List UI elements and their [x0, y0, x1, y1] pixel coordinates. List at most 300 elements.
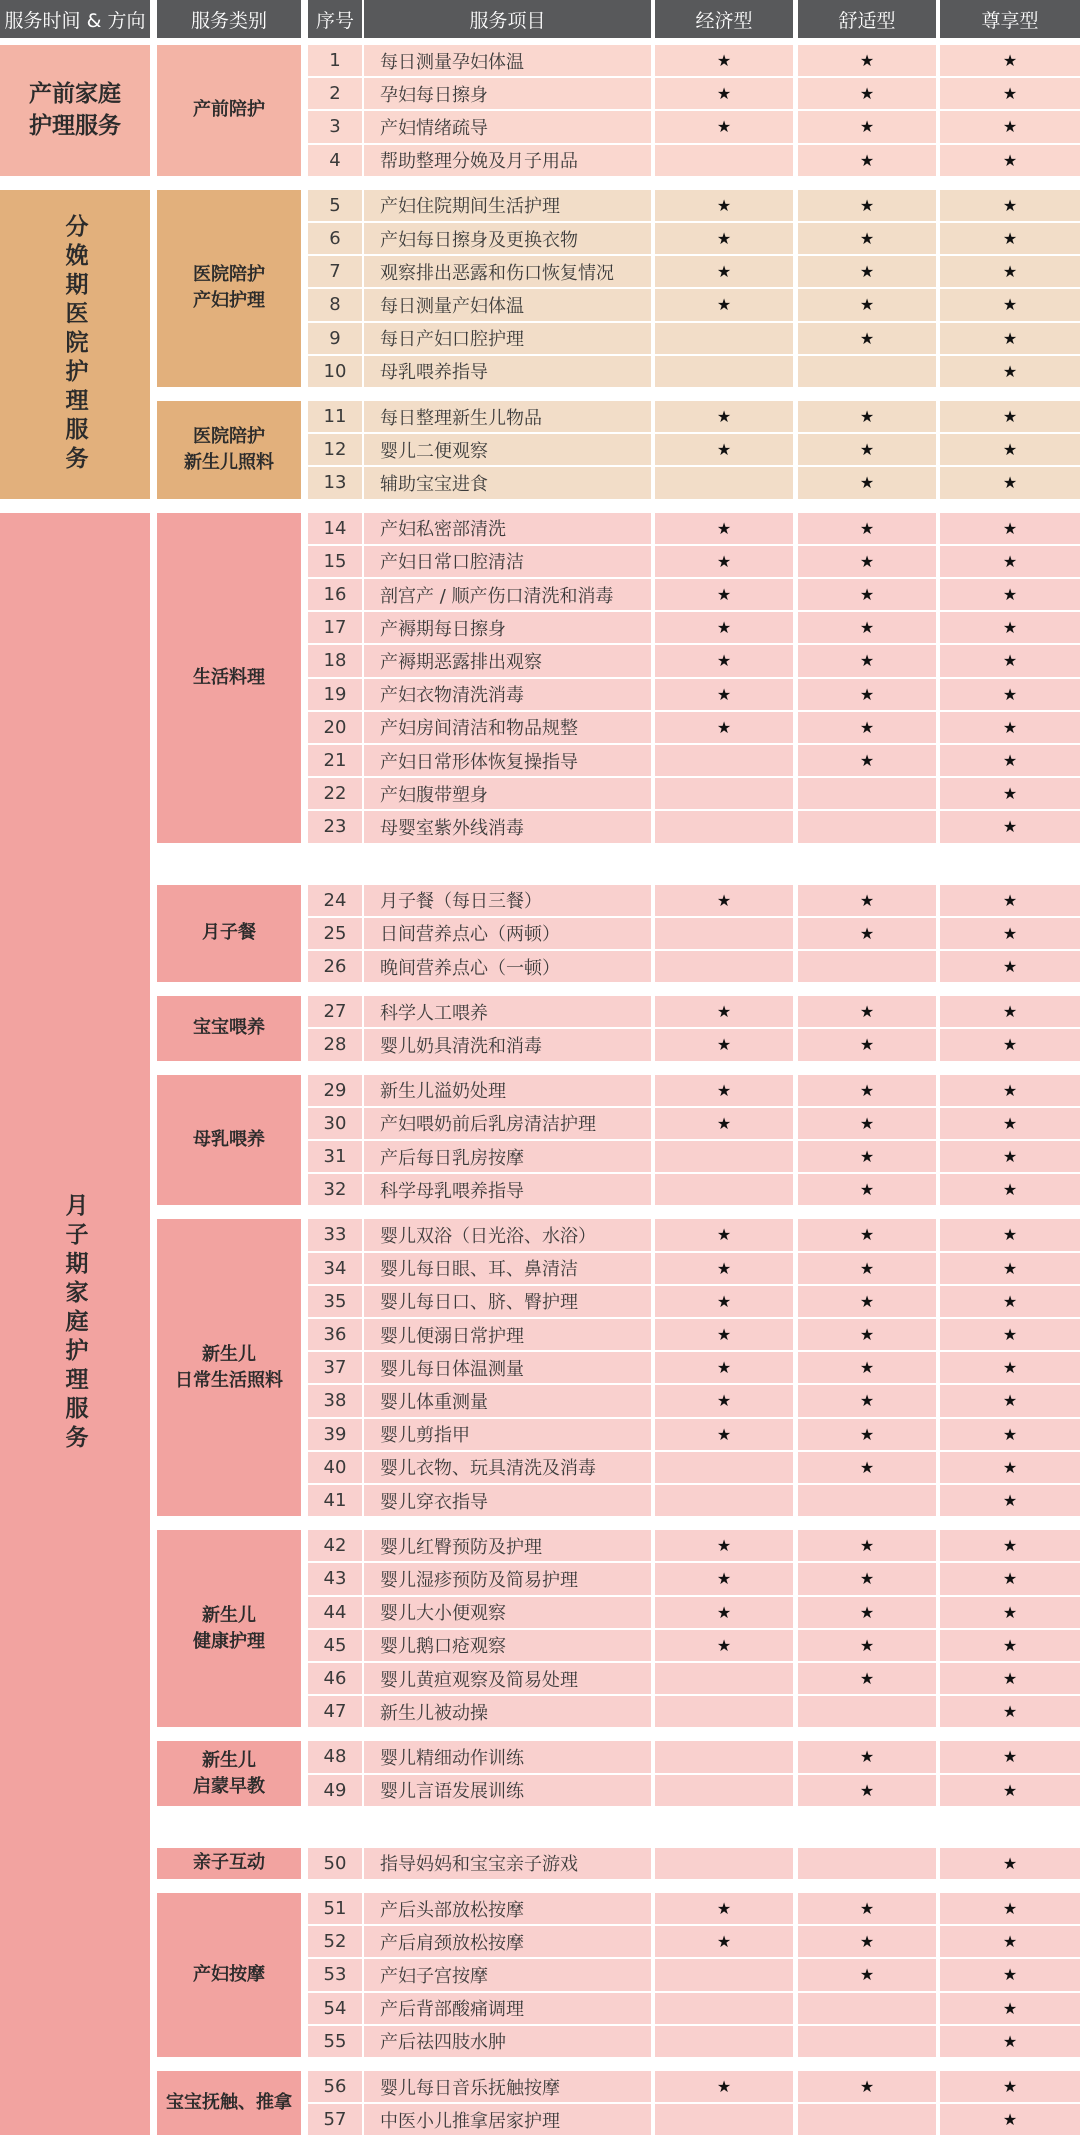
premium-tier-cell	[940, 1597, 1080, 1628]
service-item: 产妇衣物清洗消毒	[364, 679, 651, 710]
star-icon: ★	[859, 51, 875, 71]
service-item: 婴儿每日音乐抚触按摩	[364, 2071, 651, 2102]
premium-tier-cell	[940, 401, 1080, 432]
premium-tier-cell	[940, 111, 1080, 142]
service-item: 科学人工喂养	[364, 996, 651, 1027]
star-icon: ★	[1002, 407, 1018, 427]
category-label: 产妇按摩	[157, 1893, 301, 2057]
service-item: 产后头部放松按摩	[364, 1893, 651, 1924]
comfort-tier-cell	[798, 78, 936, 109]
row-number: 8	[308, 289, 362, 320]
premium-tier-cell	[940, 996, 1080, 1027]
premium-tier-cell	[940, 546, 1080, 577]
comfort-tier-cell	[798, 1385, 936, 1416]
economy-tier-cell	[655, 401, 793, 432]
economy-tier-cell	[655, 356, 793, 387]
comfort-tier-cell	[798, 256, 936, 287]
star-icon: ★	[859, 1747, 875, 1767]
star-icon: ★	[716, 1602, 732, 1622]
star-icon: ★	[859, 150, 875, 170]
premium-tier-cell	[940, 1452, 1080, 1483]
star-icon: ★	[716, 229, 732, 249]
comfort-tier-cell	[798, 513, 936, 544]
star-icon: ★	[1002, 150, 1018, 170]
premium-tier-cell	[940, 1485, 1080, 1516]
service-item: 婴儿每日体温测量	[364, 1352, 651, 1383]
star-icon: ★	[1002, 684, 1018, 704]
category-label: 新生儿 启蒙早教	[157, 1741, 301, 1805]
star-icon: ★	[859, 1391, 875, 1411]
star-icon: ★	[859, 618, 875, 638]
service-item: 月子餐（每日三餐）	[364, 885, 651, 916]
economy-tier-cell	[655, 579, 793, 610]
star-icon: ★	[859, 890, 875, 910]
row-number: 29	[308, 1075, 362, 1106]
economy-tier-cell	[655, 546, 793, 577]
star-icon: ★	[1002, 923, 1018, 943]
row-number: 31	[308, 1141, 362, 1172]
star-icon: ★	[1002, 1965, 1018, 1985]
star-icon: ★	[859, 1002, 875, 1022]
star-icon: ★	[1002, 551, 1018, 571]
star-icon: ★	[859, 1602, 875, 1622]
comfort-tier-cell	[798, 1926, 936, 1957]
service-item: 产妇子宫按摩	[364, 1959, 651, 1990]
comfort-tier-cell	[798, 951, 936, 982]
row-number: 30	[308, 1108, 362, 1139]
star-icon: ★	[1002, 262, 1018, 282]
row-number: 7	[308, 256, 362, 287]
economy-tier-cell	[655, 289, 793, 320]
star-icon: ★	[1002, 1424, 1018, 1444]
comfort-tier-cell	[798, 45, 936, 76]
star-icon: ★	[716, 684, 732, 704]
economy-tier-cell	[655, 1926, 793, 1957]
header-premium: 尊享型	[940, 0, 1080, 38]
row-number: 52	[308, 1926, 362, 1957]
economy-tier-cell	[655, 1959, 793, 1990]
row-number: 10	[308, 356, 362, 387]
comfort-tier-cell	[798, 1597, 936, 1628]
star-icon: ★	[1002, 1998, 1018, 2018]
row-number: 14	[308, 513, 362, 544]
row-number: 39	[308, 1419, 362, 1450]
star-icon: ★	[716, 551, 732, 571]
economy-tier-cell	[655, 1141, 793, 1172]
star-icon: ★	[716, 1035, 732, 1055]
premium-tier-cell	[940, 2026, 1080, 2057]
economy-tier-cell	[655, 885, 793, 916]
star-icon: ★	[859, 1932, 875, 1952]
header-service-item: 服务项目	[364, 0, 651, 38]
star-icon: ★	[716, 1113, 732, 1133]
star-icon: ★	[1002, 84, 1018, 104]
service-item: 婴儿言语发展训练	[364, 1775, 651, 1806]
star-icon: ★	[859, 1080, 875, 1100]
economy-tier-cell	[655, 996, 793, 1027]
star-icon: ★	[859, 440, 875, 460]
service-item: 婴儿衣物、玩具清洗及消毒	[364, 1452, 651, 1483]
service-item: 婴儿二便观察	[364, 434, 651, 465]
comfort-tier-cell	[798, 1959, 936, 1990]
star-icon: ★	[1002, 890, 1018, 910]
category-label: 宝宝抚触、推拿	[157, 2071, 301, 2135]
service-item: 婴儿剪指甲	[364, 1419, 651, 1450]
star-icon: ★	[1002, 817, 1018, 837]
row-number: 2	[308, 78, 362, 109]
economy-tier-cell	[655, 2071, 793, 2102]
row-number: 4	[308, 145, 362, 176]
economy-tier-cell	[655, 1530, 793, 1561]
service-item: 婴儿黄疸观察及简易处理	[364, 1663, 651, 1694]
economy-tier-cell	[655, 1696, 793, 1727]
comfort-tier-cell	[798, 1663, 936, 1694]
star-icon: ★	[716, 585, 732, 605]
row-number: 27	[308, 996, 362, 1027]
service-item: 日间营养点心（两顿）	[364, 918, 651, 949]
economy-tier-cell	[655, 1597, 793, 1628]
star-icon: ★	[1002, 1569, 1018, 1589]
star-icon: ★	[859, 1180, 875, 1200]
comfort-tier-cell	[798, 1108, 936, 1139]
row-number: 54	[308, 1993, 362, 2024]
service-item: 剖宫产 / 顺产伤口清洗和消毒	[364, 579, 651, 610]
star-icon: ★	[859, 229, 875, 249]
comfort-tier-cell	[798, 612, 936, 643]
row-number: 6	[308, 223, 362, 254]
category-label: 月子餐	[157, 885, 301, 983]
premium-tier-cell	[940, 612, 1080, 643]
economy-tier-cell	[655, 712, 793, 743]
star-icon: ★	[1002, 117, 1018, 137]
comfort-tier-cell	[798, 1563, 936, 1594]
row-number: 26	[308, 951, 362, 982]
row-number: 43	[308, 1563, 362, 1594]
comfort-tier-cell	[798, 745, 936, 776]
economy-tier-cell	[655, 1253, 793, 1284]
service-item: 产妇房间清洁和物品规整	[364, 712, 651, 743]
row-number: 28	[308, 1029, 362, 1060]
row-number: 55	[308, 2026, 362, 2057]
comfort-tier-cell	[798, 1141, 936, 1172]
star-icon: ★	[859, 684, 875, 704]
row-number: 50	[308, 1848, 362, 1879]
service-item: 婴儿体重测量	[364, 1385, 651, 1416]
comfort-tier-cell	[798, 1485, 936, 1516]
star-icon: ★	[859, 518, 875, 538]
economy-tier-cell	[655, 679, 793, 710]
economy-tier-cell	[655, 223, 793, 254]
star-icon: ★	[1002, 473, 1018, 493]
comfort-tier-cell	[798, 401, 936, 432]
service-item: 每日产妇口腔护理	[364, 323, 651, 354]
star-icon: ★	[716, 717, 732, 737]
star-icon: ★	[859, 262, 875, 282]
star-icon: ★	[716, 51, 732, 71]
service-item: 婴儿大小便观察	[364, 1597, 651, 1628]
star-icon: ★	[859, 1536, 875, 1556]
section-label: 分娩期医院护理服务	[0, 190, 150, 499]
service-item: 产妇日常口腔清洁	[364, 546, 651, 577]
economy-tier-cell	[655, 1741, 793, 1772]
star-icon: ★	[1002, 651, 1018, 671]
premium-tier-cell	[940, 1108, 1080, 1139]
row-number: 56	[308, 2071, 362, 2102]
star-icon: ★	[1002, 1002, 1018, 1022]
premium-tier-cell	[940, 1696, 1080, 1727]
star-icon: ★	[1002, 1899, 1018, 1919]
service-item: 晚间营养点心（一顿）	[364, 951, 651, 982]
economy-tier-cell	[655, 1848, 793, 1879]
star-icon: ★	[716, 440, 732, 460]
economy-tier-cell	[655, 1419, 793, 1450]
star-icon: ★	[859, 473, 875, 493]
premium-tier-cell	[940, 1253, 1080, 1284]
economy-tier-cell	[655, 145, 793, 176]
row-number: 20	[308, 712, 362, 743]
premium-tier-cell	[940, 1385, 1080, 1416]
star-icon: ★	[859, 1291, 875, 1311]
row-number: 23	[308, 811, 362, 842]
service-item: 科学母乳喂养指导	[364, 1174, 651, 1205]
premium-tier-cell	[940, 1219, 1080, 1250]
premium-tier-cell	[940, 1286, 1080, 1317]
star-icon: ★	[1002, 618, 1018, 638]
economy-tier-cell	[655, 323, 793, 354]
star-icon: ★	[859, 717, 875, 737]
star-icon: ★	[859, 751, 875, 771]
section-label: 月子期家庭护理服务	[0, 513, 150, 2135]
economy-tier-cell	[655, 1075, 793, 1106]
service-item: 每日测量产妇体温	[364, 289, 651, 320]
star-icon: ★	[716, 1932, 732, 1952]
economy-tier-cell	[655, 45, 793, 76]
service-item: 产妇每日擦身及更换衣物	[364, 223, 651, 254]
service-item: 产妇日常形体恢复操指导	[364, 745, 651, 776]
service-item: 辅助宝宝进食	[364, 467, 651, 498]
premium-tier-cell	[940, 1174, 1080, 1205]
star-icon: ★	[1002, 1853, 1018, 1873]
star-icon: ★	[859, 1635, 875, 1655]
star-icon: ★	[716, 295, 732, 315]
star-icon: ★	[1002, 751, 1018, 771]
comfort-tier-cell	[798, 1696, 936, 1727]
header-comfort: 舒适型	[798, 0, 936, 38]
star-icon: ★	[859, 295, 875, 315]
star-icon: ★	[1002, 1325, 1018, 1345]
star-icon: ★	[859, 1147, 875, 1167]
premium-tier-cell	[940, 1893, 1080, 1924]
premium-tier-cell	[940, 356, 1080, 387]
star-icon: ★	[859, 407, 875, 427]
category-label: 母乳喂养	[157, 1075, 301, 1206]
star-icon: ★	[1002, 1491, 1018, 1511]
comfort-tier-cell	[798, 1075, 936, 1106]
premium-tier-cell	[940, 2071, 1080, 2102]
service-item: 观察排出恶露和伤口恢复情况	[364, 256, 651, 287]
row-number: 45	[308, 1630, 362, 1661]
header-time-direction: 服务时间 & 方向	[0, 0, 150, 38]
star-icon: ★	[1002, 1113, 1018, 1133]
header-economy: 经济型	[655, 0, 793, 38]
service-item: 婴儿每日口、脐、臀护理	[364, 1286, 651, 1317]
star-icon: ★	[859, 2077, 875, 2097]
row-number: 48	[308, 1741, 362, 1772]
comfort-tier-cell	[798, 1286, 936, 1317]
row-number: 46	[308, 1663, 362, 1694]
comfort-tier-cell	[798, 223, 936, 254]
economy-tier-cell	[655, 1319, 793, 1350]
service-item: 婴儿精细动作训练	[364, 1741, 651, 1772]
premium-tier-cell	[940, 1741, 1080, 1772]
star-icon: ★	[716, 1258, 732, 1278]
economy-tier-cell	[655, 1219, 793, 1250]
star-icon: ★	[716, 1291, 732, 1311]
category-label: 宝宝喂养	[157, 996, 301, 1060]
service-item: 每日测量孕妇体温	[364, 45, 651, 76]
star-icon: ★	[1002, 1180, 1018, 1200]
comfort-tier-cell	[798, 1174, 936, 1205]
comfort-tier-cell	[798, 1419, 936, 1450]
comfort-tier-cell	[798, 645, 936, 676]
star-icon: ★	[1002, 1635, 1018, 1655]
economy-tier-cell	[655, 467, 793, 498]
category-label: 医院陪护 新生儿照料	[157, 401, 301, 499]
row-number: 5	[308, 190, 362, 221]
service-item: 婴儿奶具清洗和消毒	[364, 1029, 651, 1060]
comfort-tier-cell	[798, 467, 936, 498]
service-item: 产妇私密部清洗	[364, 513, 651, 544]
star-icon: ★	[859, 195, 875, 215]
economy-tier-cell	[655, 256, 793, 287]
premium-tier-cell	[940, 951, 1080, 982]
service-item: 孕妇每日擦身	[364, 78, 651, 109]
economy-tier-cell	[655, 1485, 793, 1516]
star-icon: ★	[1002, 2077, 1018, 2097]
row-number: 25	[308, 918, 362, 949]
star-icon: ★	[716, 1358, 732, 1378]
row-number: 22	[308, 778, 362, 809]
row-number: 41	[308, 1485, 362, 1516]
star-icon: ★	[1002, 1747, 1018, 1767]
comfort-tier-cell	[798, 811, 936, 842]
comfort-tier-cell	[798, 1452, 936, 1483]
premium-tier-cell	[940, 745, 1080, 776]
star-icon: ★	[859, 551, 875, 571]
star-icon: ★	[1002, 328, 1018, 348]
premium-tier-cell	[940, 579, 1080, 610]
category-label: 新生儿 健康护理	[157, 1530, 301, 1727]
premium-tier-cell	[940, 467, 1080, 498]
star-icon: ★	[859, 1569, 875, 1589]
star-icon: ★	[716, 1391, 732, 1411]
star-icon: ★	[1002, 1536, 1018, 1556]
star-icon: ★	[1002, 1147, 1018, 1167]
comfort-tier-cell	[798, 918, 936, 949]
star-icon: ★	[716, 407, 732, 427]
economy-tier-cell	[655, 1174, 793, 1205]
category-label: 医院陪护 产妇护理	[157, 190, 301, 387]
service-item: 产妇腹带塑身	[364, 778, 651, 809]
service-item: 婴儿红臀预防及护理	[364, 1530, 651, 1561]
economy-tier-cell	[655, 78, 793, 109]
star-icon: ★	[1002, 2110, 1018, 2130]
category-label: 产前陪护	[157, 45, 301, 176]
star-icon: ★	[1002, 1602, 1018, 1622]
service-item: 母乳喂养指导	[364, 356, 651, 387]
comfort-tier-cell	[798, 546, 936, 577]
premium-tier-cell	[940, 190, 1080, 221]
row-number: 44	[308, 1597, 362, 1628]
comfort-tier-cell	[798, 1893, 936, 1924]
row-number: 18	[308, 645, 362, 676]
comfort-tier-cell	[798, 579, 936, 610]
category-label: 生活料理	[157, 513, 301, 843]
star-icon: ★	[859, 328, 875, 348]
star-icon: ★	[859, 1899, 875, 1919]
star-icon: ★	[716, 2077, 732, 2097]
economy-tier-cell	[655, 1286, 793, 1317]
comfort-tier-cell	[798, 712, 936, 743]
star-icon: ★	[859, 1669, 875, 1689]
star-icon: ★	[1002, 361, 1018, 381]
premium-tier-cell	[940, 1075, 1080, 1106]
premium-tier-cell	[940, 1775, 1080, 1806]
star-icon: ★	[716, 618, 732, 638]
row-number: 40	[308, 1452, 362, 1483]
premium-tier-cell	[940, 145, 1080, 176]
row-number: 21	[308, 745, 362, 776]
premium-tier-cell	[940, 1993, 1080, 2024]
service-item: 婴儿鹅口疮观察	[364, 1630, 651, 1661]
economy-tier-cell	[655, 111, 793, 142]
star-icon: ★	[859, 1258, 875, 1278]
row-number: 32	[308, 1174, 362, 1205]
premium-tier-cell	[940, 1926, 1080, 1957]
row-number: 38	[308, 1385, 362, 1416]
star-icon: ★	[716, 1569, 732, 1589]
premium-tier-cell	[940, 778, 1080, 809]
comfort-tier-cell	[798, 111, 936, 142]
row-number: 12	[308, 434, 362, 465]
star-icon: ★	[859, 117, 875, 137]
premium-tier-cell	[940, 1029, 1080, 1060]
premium-tier-cell	[940, 645, 1080, 676]
star-icon: ★	[716, 890, 732, 910]
row-number: 51	[308, 1893, 362, 1924]
comfort-tier-cell	[798, 190, 936, 221]
star-icon: ★	[859, 651, 875, 671]
star-icon: ★	[1002, 1358, 1018, 1378]
economy-tier-cell	[655, 778, 793, 809]
premium-tier-cell	[940, 1419, 1080, 1450]
header-number: 序号	[308, 0, 362, 38]
premium-tier-cell	[940, 2104, 1080, 2135]
premium-tier-cell	[940, 45, 1080, 76]
star-icon: ★	[859, 1035, 875, 1055]
category-label: 亲子互动	[157, 1848, 301, 1879]
service-item: 产妇住院期间生活护理	[364, 190, 651, 221]
star-icon: ★	[716, 262, 732, 282]
economy-tier-cell	[655, 1663, 793, 1694]
service-item: 新生儿被动操	[364, 1696, 651, 1727]
premium-tier-cell	[940, 1630, 1080, 1661]
star-icon: ★	[716, 1002, 732, 1022]
economy-tier-cell	[655, 434, 793, 465]
premium-tier-cell	[940, 1530, 1080, 1561]
comfort-tier-cell	[798, 1630, 936, 1661]
star-icon: ★	[716, 518, 732, 538]
